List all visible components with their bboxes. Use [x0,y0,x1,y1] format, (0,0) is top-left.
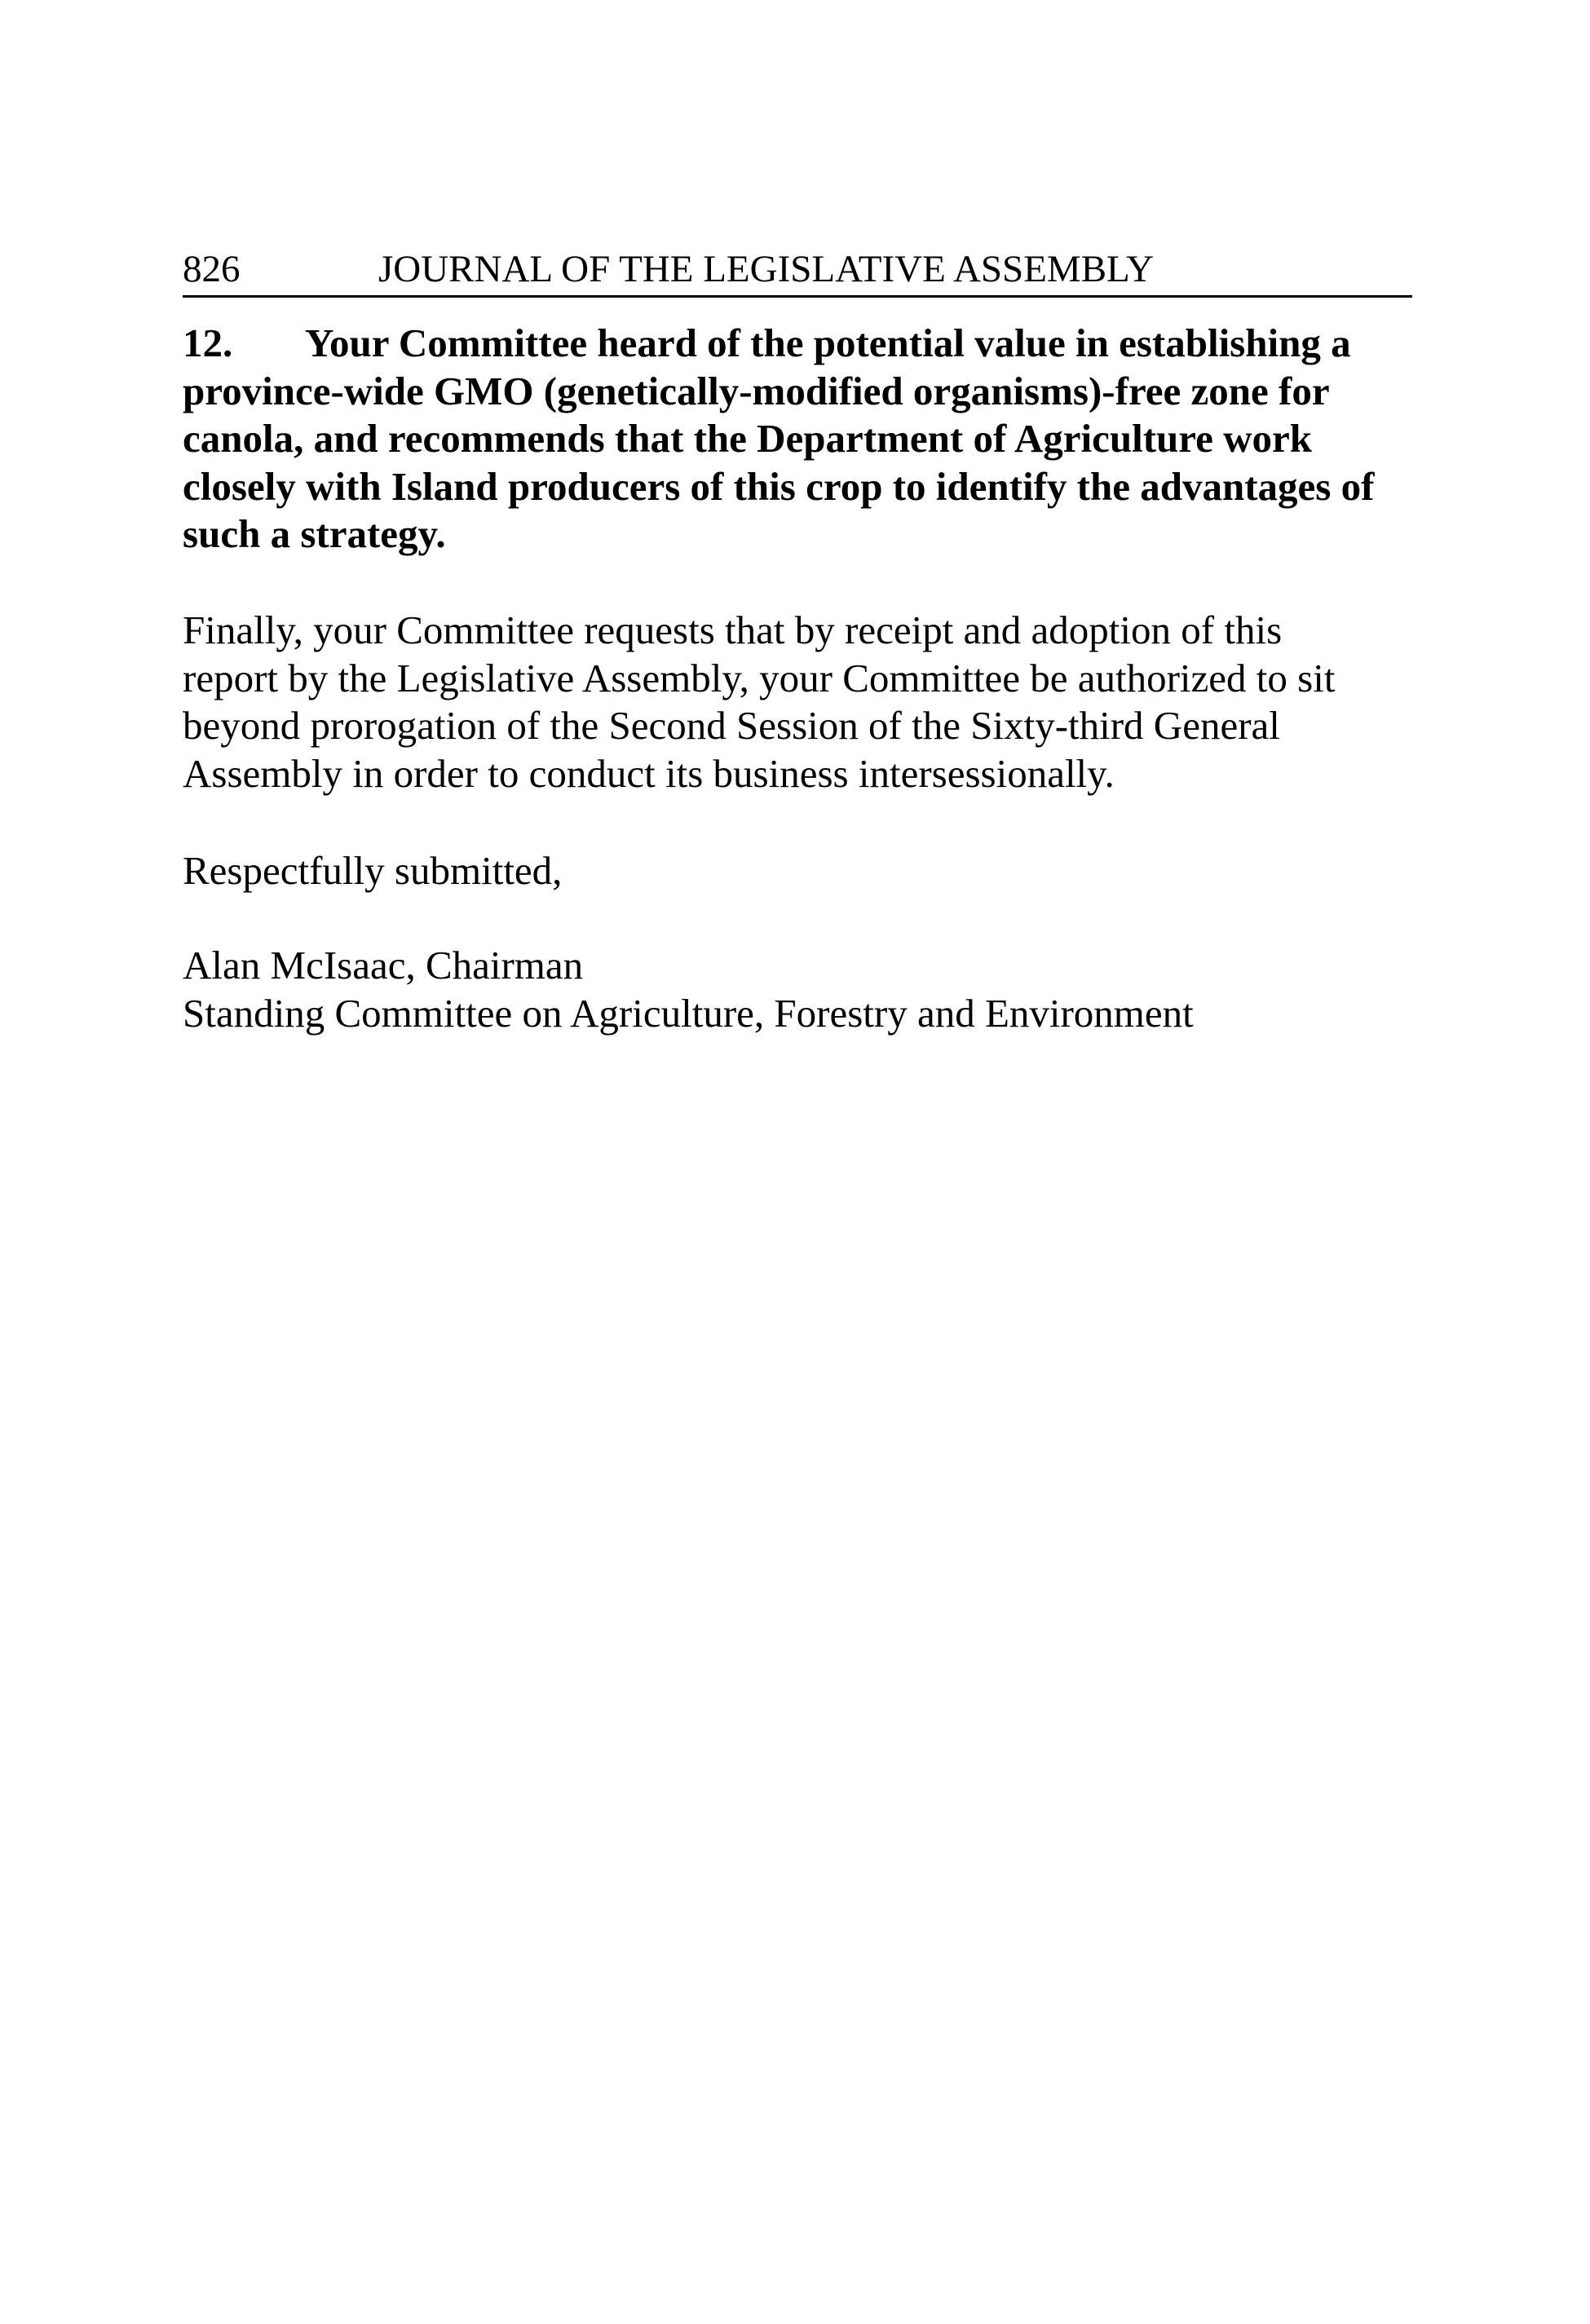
paragraph-line: beyond prorogation of the Second Session of the Sixty-third General [183,703,1280,748]
journal-title: JOURNAL OF THE LEGISLATIVE ASSEMBLY [378,248,1154,290]
recommendation-text: Your Committee heard of the potential value in establishing a [305,320,1351,365]
recommendation-line: province-wide GMO (genetically-modified organisms)-free zone for [183,368,1330,413]
recommendation-line: canola, and recommends that the Department of Agriculture work [183,416,1313,461]
committee-name: Standing Committee on Agriculture, Forestry and Environment [183,990,1194,1036]
recommendation-line [183,320,1422,368]
paragraph-line: Finally, your Committee requests that by receipt and adoption of this [183,608,1283,652]
paragraph-line: report by the Legislative Assembly, your Committee be authorized to sit [183,655,1336,700]
page-number: 826 [183,248,241,290]
signatory-name: Alan McIsaac, Chairman [183,943,584,987]
recommendation-12 [183,320,1422,559]
recommendation-number: 12. [183,320,233,365]
final-paragraph [183,607,1422,797]
recommendation-line: closely with Island producers of this crop to identify the advantages of [183,463,1375,509]
signature-block [183,942,1194,1037]
recommendation-line: such a strategy. [183,511,446,556]
running-header [183,243,1412,298]
paragraph-line: Assembly in order to conduct its business intersessionally. [183,750,1115,796]
closing-salutation: Respectfully submitted, [183,848,563,893]
